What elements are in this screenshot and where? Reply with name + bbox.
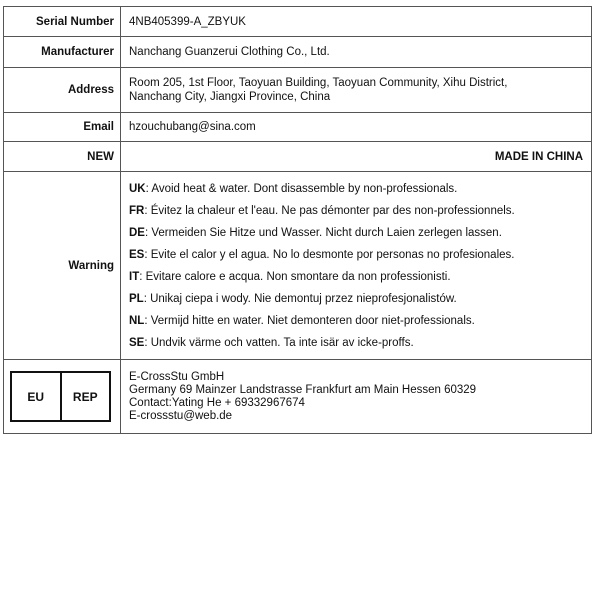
warning-item <box>129 336 585 350</box>
warning-text: : Vermeiden Sie Hitze und Wasser. Nicht durch Laien zerlegen lassen. <box>144 226 502 239</box>
warning-list <box>129 182 585 350</box>
warning-text: : Évitez la chaleur et l'eau. Ne pas démonter par des non-professionnels. <box>144 204 515 217</box>
warning-item <box>129 182 585 196</box>
email-key: Email <box>4 113 121 142</box>
eu-rep-symbol <box>10 371 111 422</box>
warning-lang-code: FR <box>129 204 145 217</box>
warning-value <box>121 172 592 360</box>
warning-item <box>129 204 585 218</box>
serial-number-value: 4NB405399-A_ZBYUK <box>121 7 592 37</box>
eu-rep-row <box>4 360 592 434</box>
eu-rep-email: E-crossstu@web.de <box>129 409 233 422</box>
made-in-value: MADE IN CHINA <box>121 142 592 172</box>
warning-lang-code: IT <box>129 270 140 283</box>
warning-item <box>129 248 585 262</box>
eu-rep-details <box>121 360 592 434</box>
address-line-1: Room 205, 1st Floor, Taoyuan Building, Taoyuan Community, Xihu District, <box>129 77 508 89</box>
address-key: Address <box>4 68 121 113</box>
serial-number-row <box>4 7 592 37</box>
new-row <box>4 142 592 172</box>
warning-lang-code: DE <box>129 226 145 239</box>
serial-number-key: Serial Number <box>4 7 121 37</box>
warning-text: : Vermijd hitte en water. Niet demonteren door niet-professionals. <box>144 314 475 327</box>
warning-text: : Avoid heat & water. Dont disassemble by non-professionals. <box>145 182 458 195</box>
eu-rep-company: E-CrossStu GmbH <box>129 370 225 383</box>
warning-item <box>129 270 585 284</box>
address-value <box>121 68 592 113</box>
warning-lang-code: PL <box>129 292 144 305</box>
warning-text: : Evite el calor y el agua. No lo desmonte por personas no profesionales. <box>144 248 515 261</box>
new-key: NEW <box>4 142 121 172</box>
warning-key: Warning <box>4 172 121 360</box>
warning-lang-code: NL <box>129 314 145 327</box>
warning-item <box>129 226 585 240</box>
email-row <box>4 113 592 142</box>
rep-label: REP <box>72 389 98 404</box>
warning-item <box>129 314 585 328</box>
address-line-2: Nanchang City, Jiangxi Province, China <box>129 91 331 103</box>
warning-text: : Undvik värme och vatten. Ta inte isär av icke-proffs. <box>144 336 414 349</box>
eu-label: EU <box>12 373 62 420</box>
warning-item <box>129 292 585 306</box>
manufacturer-row <box>4 37 592 68</box>
eu-rep-contact: Contact:Yating He + 69332967674 <box>129 396 305 409</box>
eu-rep-address: Germany 69 Mainzer Landstrasse Frankfurt am Main Hessen 60329 <box>129 383 477 396</box>
manufacturer-value: Nanchang Guanzerui Clothing Co., Ltd. <box>121 37 592 68</box>
email-value: hzouchubang@sina.com <box>121 113 592 142</box>
warning-lang-code: ES <box>129 248 145 261</box>
warning-lang-code: UK <box>129 182 146 195</box>
manufacturer-key: Manufacturer <box>4 37 121 68</box>
warning-row <box>4 172 592 360</box>
eu-rep-symbol-cell <box>4 360 121 434</box>
address-row <box>4 68 592 113</box>
warning-text: : Evitare calore e acqua. Non smontare da non professionisti. <box>139 270 451 283</box>
warning-text: : Unikaj ciepa i wody. Nie demontuj przez nieprofesjonalistów. <box>143 292 457 305</box>
product-label-table <box>3 6 592 434</box>
warning-lang-code: SE <box>129 336 145 349</box>
